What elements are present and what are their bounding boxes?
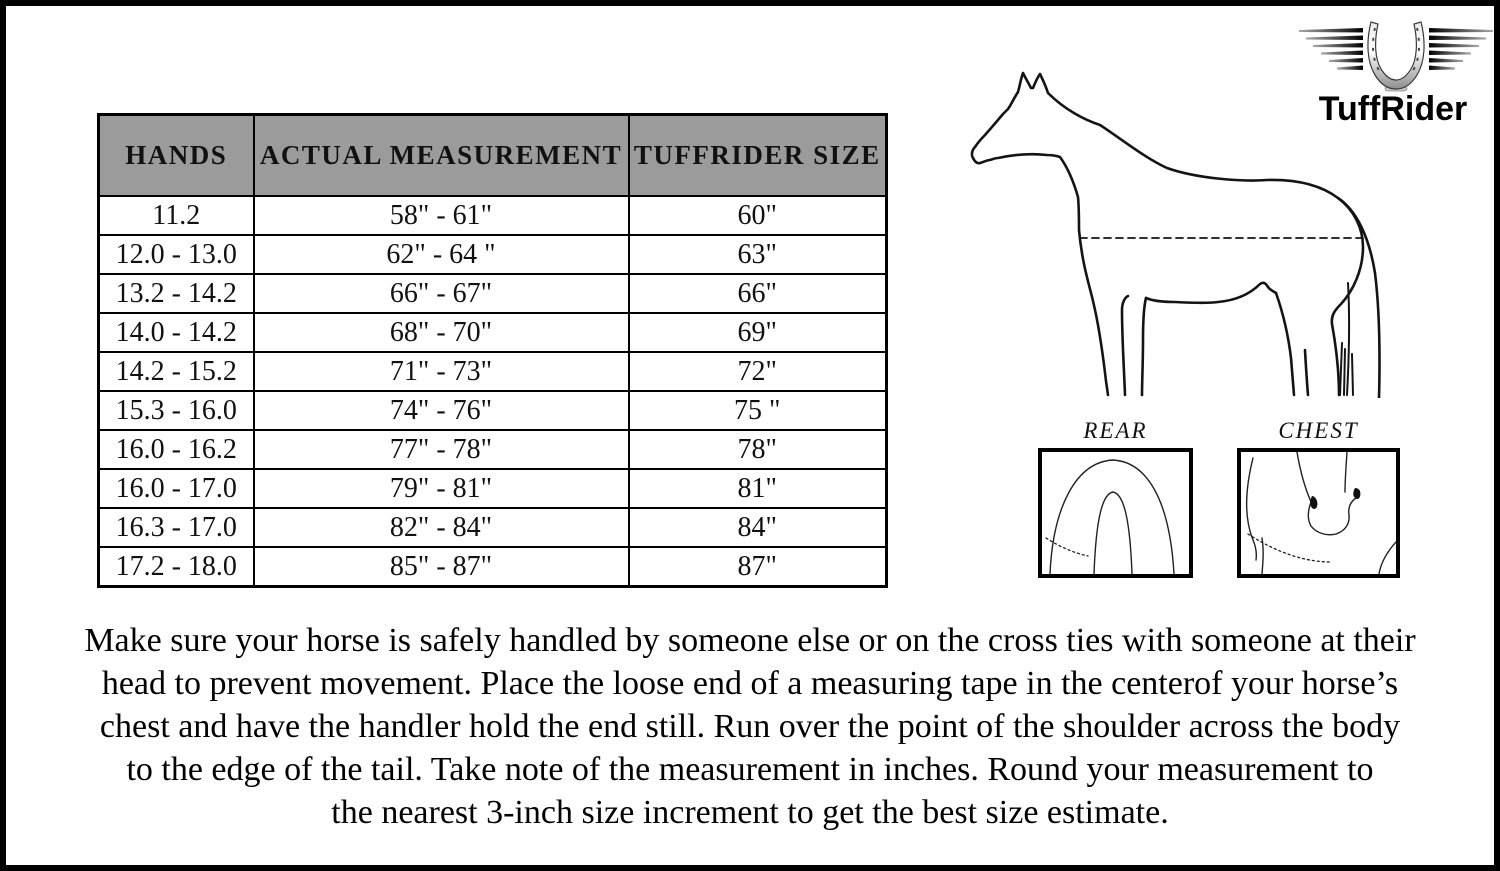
rear-view-drawing [1042, 452, 1189, 574]
horse-front-legs [1122, 296, 1146, 395]
size-cell: 78" [629, 430, 887, 469]
size-cell: 75 " [629, 391, 887, 430]
table-row [99, 274, 887, 313]
measurement-cell: 68" - 70" [254, 313, 629, 352]
horse-underline [972, 147, 1108, 395]
instructions-line: chest and have the handler hold the end still. Run over the point of the shoulder across the body [99, 708, 1401, 745]
hands-cell: 16.0 - 16.2 [99, 430, 254, 469]
table-row [99, 547, 887, 587]
table-row [99, 430, 887, 469]
rear-view-box [1038, 448, 1193, 578]
table-header-row [99, 115, 887, 197]
size-cell: 60" [629, 196, 887, 235]
col-header-size: TUFFRIDER SIZE [629, 115, 887, 197]
horse-belly-line [1146, 283, 1276, 303]
instructions-line: the nearest 3-inch size increment to get the best size estimate. [331, 794, 1169, 831]
measurement-cell: 77" - 78" [254, 430, 629, 469]
instructions-line: Make sure your horse is safely handled by someone else or on the cross ties with someone at their [84, 622, 1416, 659]
measurement-cell: 62" - 64 " [254, 235, 629, 274]
measurement-cell: 74" - 76" [254, 391, 629, 430]
size-cell: 84" [629, 508, 887, 547]
hands-cell: 16.3 - 17.0 [99, 508, 254, 547]
col-header-hands: HANDS [99, 115, 254, 197]
measurement-cell: 79" - 81" [254, 469, 629, 508]
size-cell: 66" [629, 274, 887, 313]
hands-cell: 15.3 - 16.0 [99, 391, 254, 430]
measuring-instructions [36, 619, 1464, 834]
hands-cell: 14.0 - 14.2 [99, 313, 254, 352]
measurement-cell: 58" - 61" [254, 196, 629, 235]
hands-cell: 13.2 - 14.2 [99, 274, 254, 313]
horse-tail-strands [1340, 283, 1353, 395]
chest-view-box [1237, 448, 1400, 578]
instructions-line: to the edge of the tail. Take note of the measurement in inches. Round your measurement to [126, 751, 1374, 788]
size-cell: 63" [629, 235, 887, 274]
hands-cell: 12.0 - 13.0 [99, 235, 254, 274]
hands-cell: 16.0 - 17.0 [99, 469, 254, 508]
table-row [99, 235, 887, 274]
table-row [99, 352, 887, 391]
measurement-cell: 85" - 87" [254, 547, 629, 587]
instructions-line: head to prevent movement. Place the loose end of a measuring tape in the centerof your horse’s [101, 665, 1399, 702]
brand-name: TuffRider [1318, 90, 1468, 128]
left-wing-icon [1299, 28, 1363, 70]
hands-cell: 11.2 [99, 196, 254, 235]
table-row [99, 313, 887, 352]
rear-view-label: REAR [1083, 418, 1148, 443]
size-cell: 81" [629, 469, 887, 508]
horse-hind-legs [1276, 293, 1308, 395]
table-row [99, 196, 887, 235]
right-wing-icon [1429, 28, 1493, 70]
hands-cell: 17.2 - 18.0 [99, 547, 254, 587]
hands-cell: 14.2 - 15.2 [99, 352, 254, 391]
size-cell: 87" [629, 547, 887, 587]
col-header-measurement: ACTUAL MEASUREMENT [254, 115, 629, 197]
tuffrider-logo-icon [1293, 16, 1493, 94]
table-row [99, 391, 887, 430]
size-cell: 72" [629, 352, 887, 391]
horseshoe-icon [1368, 22, 1424, 89]
measurement-cell: 71" - 73" [254, 352, 629, 391]
table-row [99, 508, 887, 547]
measurement-cell: 82" - 84" [254, 508, 629, 547]
size-table [97, 113, 888, 588]
horseshoe-nail-holes [1373, 28, 1419, 72]
size-cell: 69" [629, 313, 887, 352]
chest-view-label: CHEST [1278, 418, 1359, 443]
table-row [99, 469, 887, 508]
chest-view-drawing [1241, 452, 1396, 574]
measurement-cell: 66" - 67" [254, 274, 629, 313]
